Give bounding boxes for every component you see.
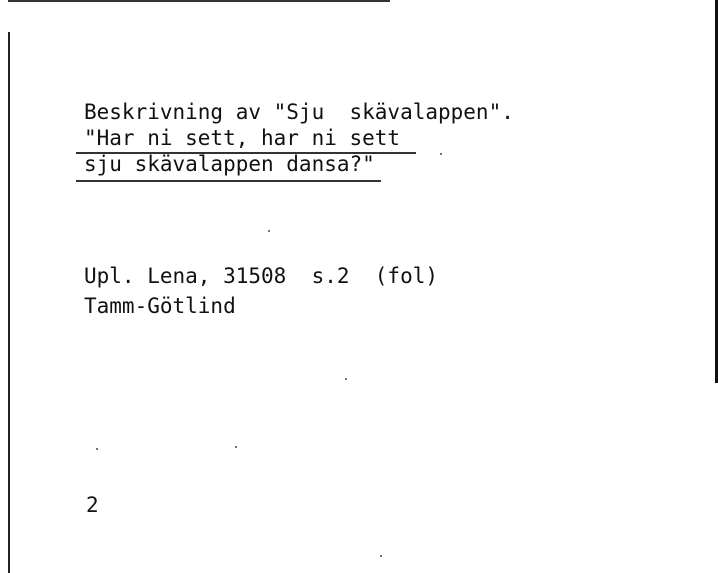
card-title-line: Beskrivning av "Sju skävalappen". bbox=[84, 100, 514, 124]
card-top-edge bbox=[8, 0, 390, 2]
author-line: Tamm-Götlind bbox=[84, 294, 236, 318]
verse-line-1: "Har ni sett, har ni sett bbox=[84, 126, 401, 150]
scan-speck bbox=[96, 448, 98, 450]
page-number: 2 bbox=[86, 493, 99, 517]
reference-line: Upl. Lena, 31508 s.2 (fol) bbox=[84, 264, 439, 288]
scan-speck bbox=[380, 555, 382, 557]
card-left-edge bbox=[8, 32, 10, 573]
scan-speck bbox=[268, 230, 270, 232]
scan-speck bbox=[235, 446, 237, 448]
scan-speck bbox=[440, 153, 442, 155]
verse-line-2: sju skävalappen dansa?" bbox=[84, 152, 375, 176]
verse-underline-2 bbox=[76, 180, 381, 182]
scan-speck bbox=[345, 378, 347, 380]
